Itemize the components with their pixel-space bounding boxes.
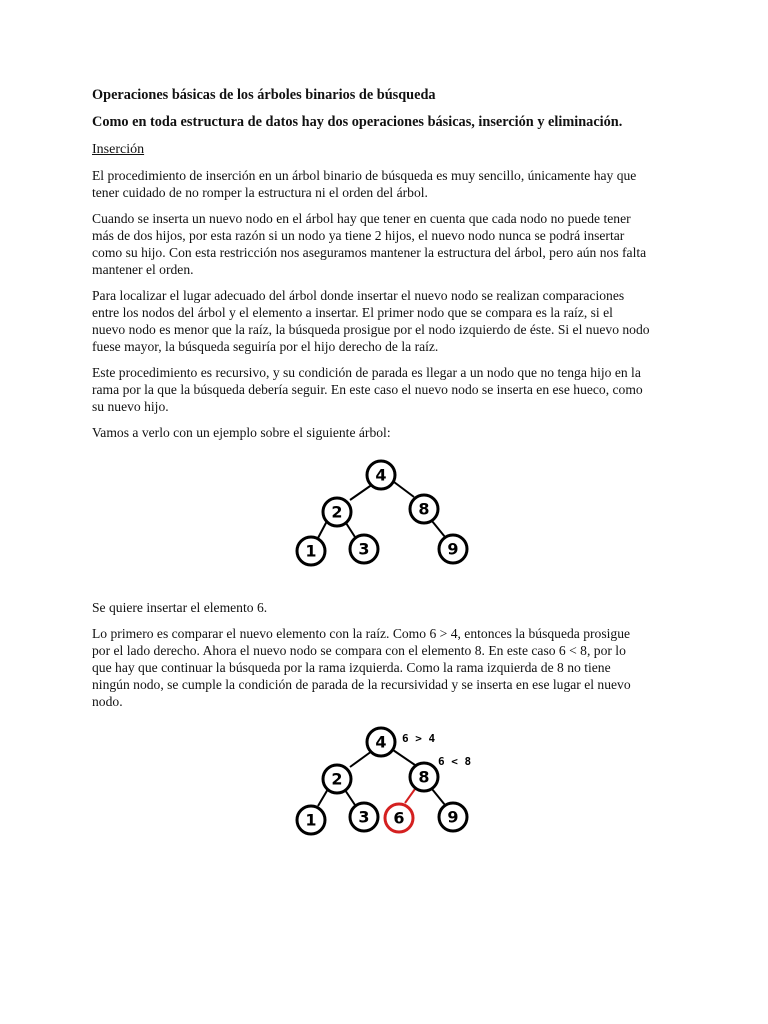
comparison-label: 6 > 4: [402, 732, 436, 745]
tree-diagram-after-insert: [0, 720, 768, 845]
text-line: como su hijo. Con esta restricción nos aseguramos mantener la estructura del árbol, pero aún nos falta: [92, 245, 647, 260]
text-line: que hay que continuar la búsqueda por la rama izquierda. Como la rama izquierda de 8 no tiene: [92, 660, 611, 675]
document-page: [92, 86, 684, 450]
tree-node-label: 9: [447, 807, 459, 827]
text-line: El procedimiento de inserción en un árbol binario de búsqueda es muy sencillo, únicamente hay que: [92, 168, 637, 183]
tree-edge: [394, 482, 414, 497]
document-title: Operaciones básicas de los árboles binarios de búsqueda: [92, 87, 436, 103]
tree-node-label: 2: [331, 769, 343, 789]
text-line: fuese mayor, la búsqueda seguiría por el hijo derecho de la raíz.: [92, 339, 439, 354]
tree-edge: [432, 521, 445, 537]
text-line: nuevo nodo es menor que la raíz, la búsqueda prosigue por el nodo izquierdo de éste. Si el nuevo nodo: [92, 322, 650, 337]
tree-node-label: 3: [358, 539, 370, 559]
paragraph-example-intro: [92, 424, 684, 441]
tree-node-label-inserted: 6: [393, 808, 405, 828]
section-heading-insercion: Inserción: [92, 142, 145, 157]
text-line: por el lado derecho. Ahora el nuevo nodo se compara con el elemento 8. En este caso 6 < 8, por lo: [92, 643, 626, 658]
tree-node-label: 4: [375, 465, 387, 485]
tree-edge: [432, 789, 445, 805]
text-line: rama por la que la búsqueda debería seguir. En este caso el nuevo nodo se inserta en ese hueco, como: [92, 382, 643, 397]
tree-edge: [393, 750, 415, 765]
paragraph-restriction: [92, 210, 684, 278]
tree-diagram-initial: [0, 455, 768, 575]
text-line: Se quiere insertar el elemento 6.: [92, 600, 268, 615]
text-line: su nuevo hijo.: [92, 399, 169, 414]
tree-node-label: 8: [418, 499, 430, 519]
paragraph-intro: [92, 167, 684, 201]
text-line: entre los nodos del árbol y el elemento a insertar. El primer nodo que se compara es la raíz, si el: [92, 305, 613, 320]
paragraph-comparisons: [92, 287, 684, 355]
tree-edge-new: [405, 789, 415, 803]
text-line: mantener el orden.: [92, 262, 194, 277]
tree-node-label: 4: [375, 732, 387, 752]
text-line: Vamos a verlo con un ejemplo sobre el siguiente árbol:: [92, 425, 391, 440]
text-line: ningún nodo, se cumple la condición de parada de la recursividad y se inserta en ese lugar el nuevo: [92, 677, 631, 692]
paragraph-explanation: [92, 625, 684, 710]
tree-edge: [345, 790, 355, 805]
tree-edge: [350, 484, 373, 500]
text-line: nodo.: [92, 694, 123, 709]
tree-edge: [318, 521, 327, 538]
text-line: Lo primero es comparar el nuevo elemento con la raíz. Como 6 > 4, entonces la búsqueda prosigue: [92, 626, 631, 641]
paragraph-insert-six: [92, 599, 684, 616]
text-line: Este procedimiento es recursivo, y su condición de parada es llegar a un nodo que no tenga hijo en la: [92, 365, 641, 380]
tree-node-label: 2: [331, 502, 343, 522]
tree-node-label: 3: [358, 807, 370, 827]
document-subtitle: Como en toda estructura de datos hay dos operaciones básicas, inserción y eliminación.: [92, 114, 623, 130]
tree-edge: [346, 523, 355, 537]
text-line: más de dos hijos, por esta razón si un nodo ya tiene 2 hijos, el nuevo nodo nunca se podrá insertar: [92, 228, 625, 243]
document-page-continued: [92, 599, 684, 719]
tree-edge: [318, 789, 328, 806]
comparison-label: 6 < 8: [438, 755, 472, 768]
tree-node-label: 1: [305, 810, 317, 830]
text-line: tener cuidado de no romper la estructura ni el orden del árbol.: [92, 185, 428, 200]
text-line: Cuando se inserta un nuevo nodo en el árbol hay que tener en cuenta que cada nodo no puede tener: [92, 211, 631, 226]
tree-edge: [350, 751, 372, 767]
tree-node-label: 9: [447, 539, 459, 559]
tree-node-label: 1: [305, 541, 317, 561]
text-line: Para localizar el lugar adecuado del árbol donde insertar el nuevo nodo se realizan comparaciones: [92, 288, 625, 303]
paragraph-recursive: [92, 364, 684, 415]
tree-node-label: 8: [418, 767, 430, 787]
